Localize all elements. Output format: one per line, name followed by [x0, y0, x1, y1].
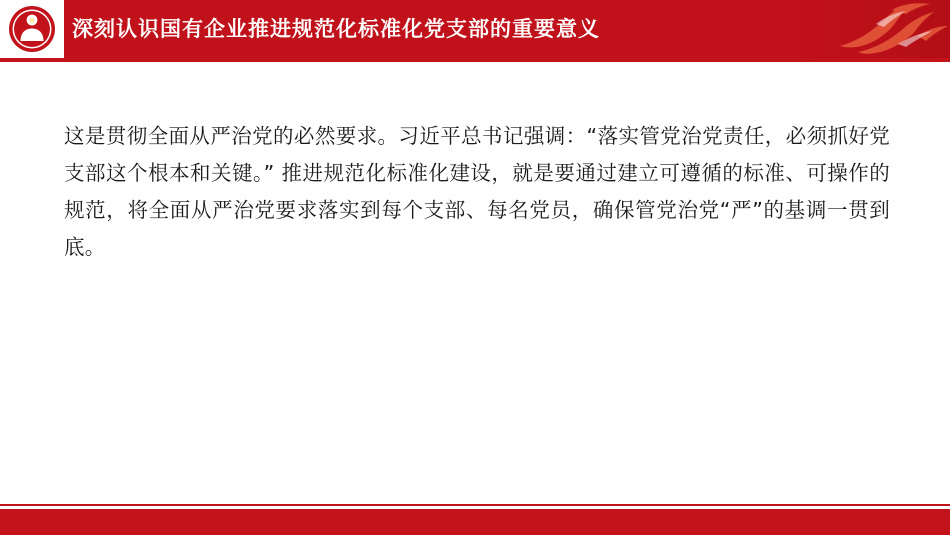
page-title: 深刻认识国有企业推进规范化标准化党支部的重要意义 [72, 17, 600, 41]
slide-content [64, 118, 890, 266]
dragon-flourish-icon [830, 0, 950, 58]
party-member-emblem-icon [6, 3, 58, 55]
header-bottom-rule [0, 58, 950, 62]
slide-footer [0, 509, 950, 535]
body-paragraph: 这是贯彻全面从严治党的必然要求。习近平总书记强调：“落实管党治党责任，必须抓好党支部这个根本和关键。” 推进规范化标准化建设，就是要通过建立可遵循的标准、可操作的规范，将全面从严治党要求落实到每个支部、每名党员，确保管党治党“严”的基调一贯到底。 [64, 124, 890, 259]
